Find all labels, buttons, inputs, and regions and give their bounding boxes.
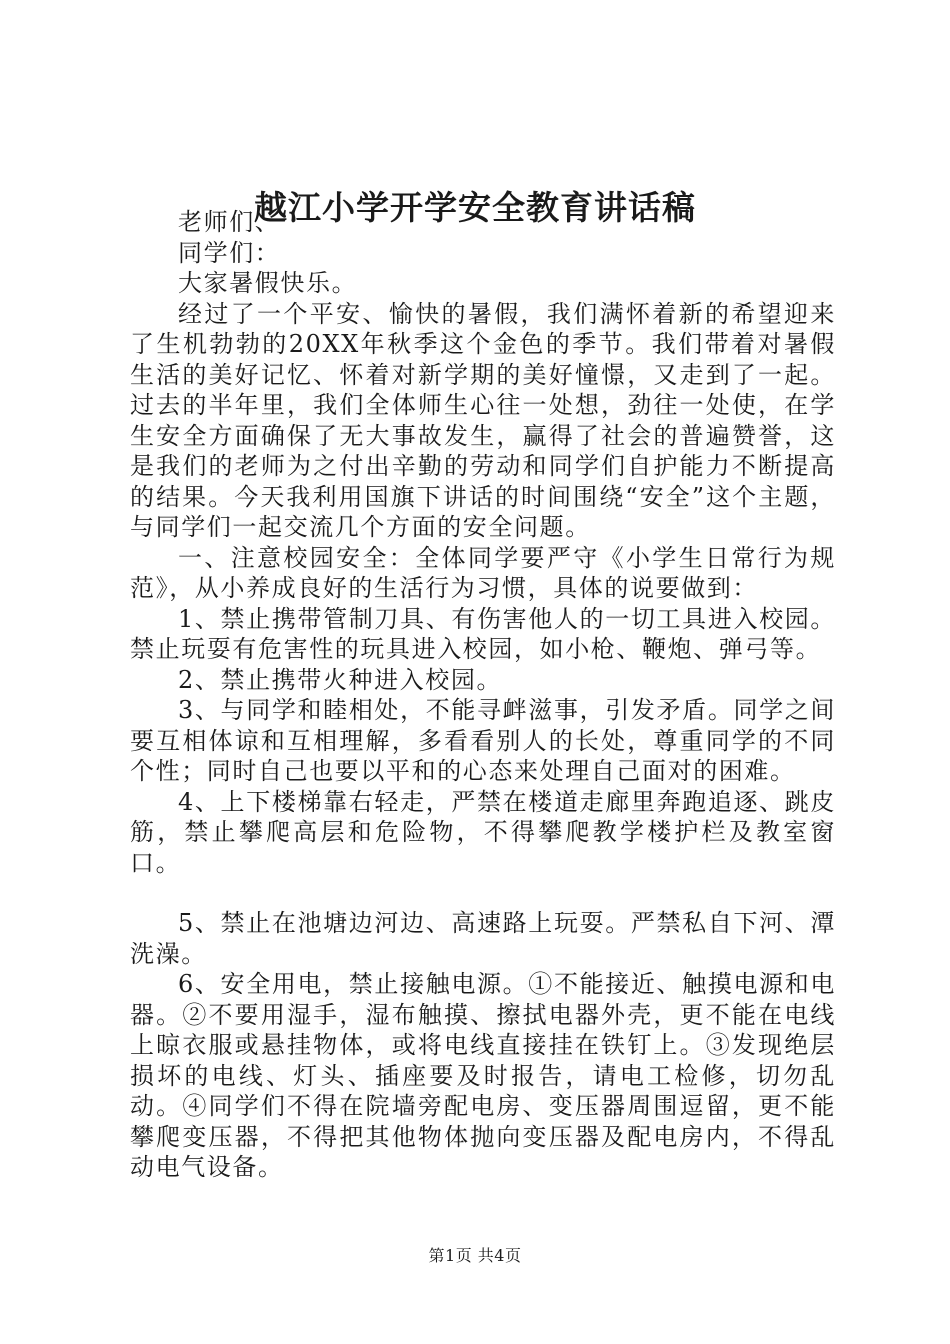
document-body [130,207,836,1183]
greeting: 大家暑假快乐。 [178,269,358,297]
paragraph-intro: 经过了一个平安、愉快的暑假，我们满怀着新的希望迎来了生机勃勃的20XX年秋季这个金色的季节。我们带着对暑假生活的美好记忆、怀着对新学期的美好憧憬，又走到了一起。过去的半年里，我们全体师生心往一处想，劲往一处使，在学生安全方面确保了无大事故发生，赢得了社会的普遍赞誉，这是我们的老师为之付出辛勤的劳动和同学们自护能力不断提高的结果。今天我利用国旗下讲话的时间围绕“安全”这个主题，与同学们一起交流几个方面的安全问题。 [130,299,836,541]
section-heading-campus-safety: 一、注意校园安全：全体同学要严守《小学生日常行为规范》，从小养成良好的生活行为习惯，具体的说要做到： [130,543,836,602]
rule-item-3: 3、与同学和睦相处，不能寻衅滋事，引发矛盾。同学之间要互相体谅和互相理解，多看看别人的长处，尊重同学的不同个性；同时自己也要以平和的心态来处理自己面对的困难。 [130,696,836,785]
page-footer: 第1页 共4页 [428,1246,522,1265]
rule-item-1: 1、禁止携带管制刀具、有伤害他人的一切工具进入校园。禁止玩耍有危害性的玩具进入校园，如小枪、鞭炮、弹弓等。 [130,604,836,663]
document-title: 越江小学开学安全教育讲话稿 [254,188,696,227]
salutation-students: 同学们： [178,238,281,267]
salutation-teachers: 老师们、 [178,208,281,236]
rule-item-5: 5、禁止在池塘边河边、高速路上玩耍。严禁私自下河、潭洗澡。 [130,909,836,968]
rule-item-4: 4、上下楼梯靠右轻走，严禁在楼道走廊里奔跑追逐、跳皮筋，禁止攀爬高层和危险物，不得攀爬教学楼护栏及教室窗口。 [130,787,836,877]
rule-item-2: 2、禁止携带火种进入校园。 [178,665,503,694]
rule-item-6: 6、安全用电，禁止接触电源。①不能接近、触摸电源和电器。②不要用湿手，湿布触摸、擦拭电器外壳，更不能在电线上晾衣服或悬挂物体，或将电线直接挂在铁钉上。③发现绝层损坏的电线、灯头、插座要及时报告，请电工检修，切勿乱动。④同学们不得在院墙旁配电房、变压器周围逗留，更不能攀爬变压器，不得把其他物体抛向变压器及配电房内，不得乱动电气设备。 [130,970,836,1181]
